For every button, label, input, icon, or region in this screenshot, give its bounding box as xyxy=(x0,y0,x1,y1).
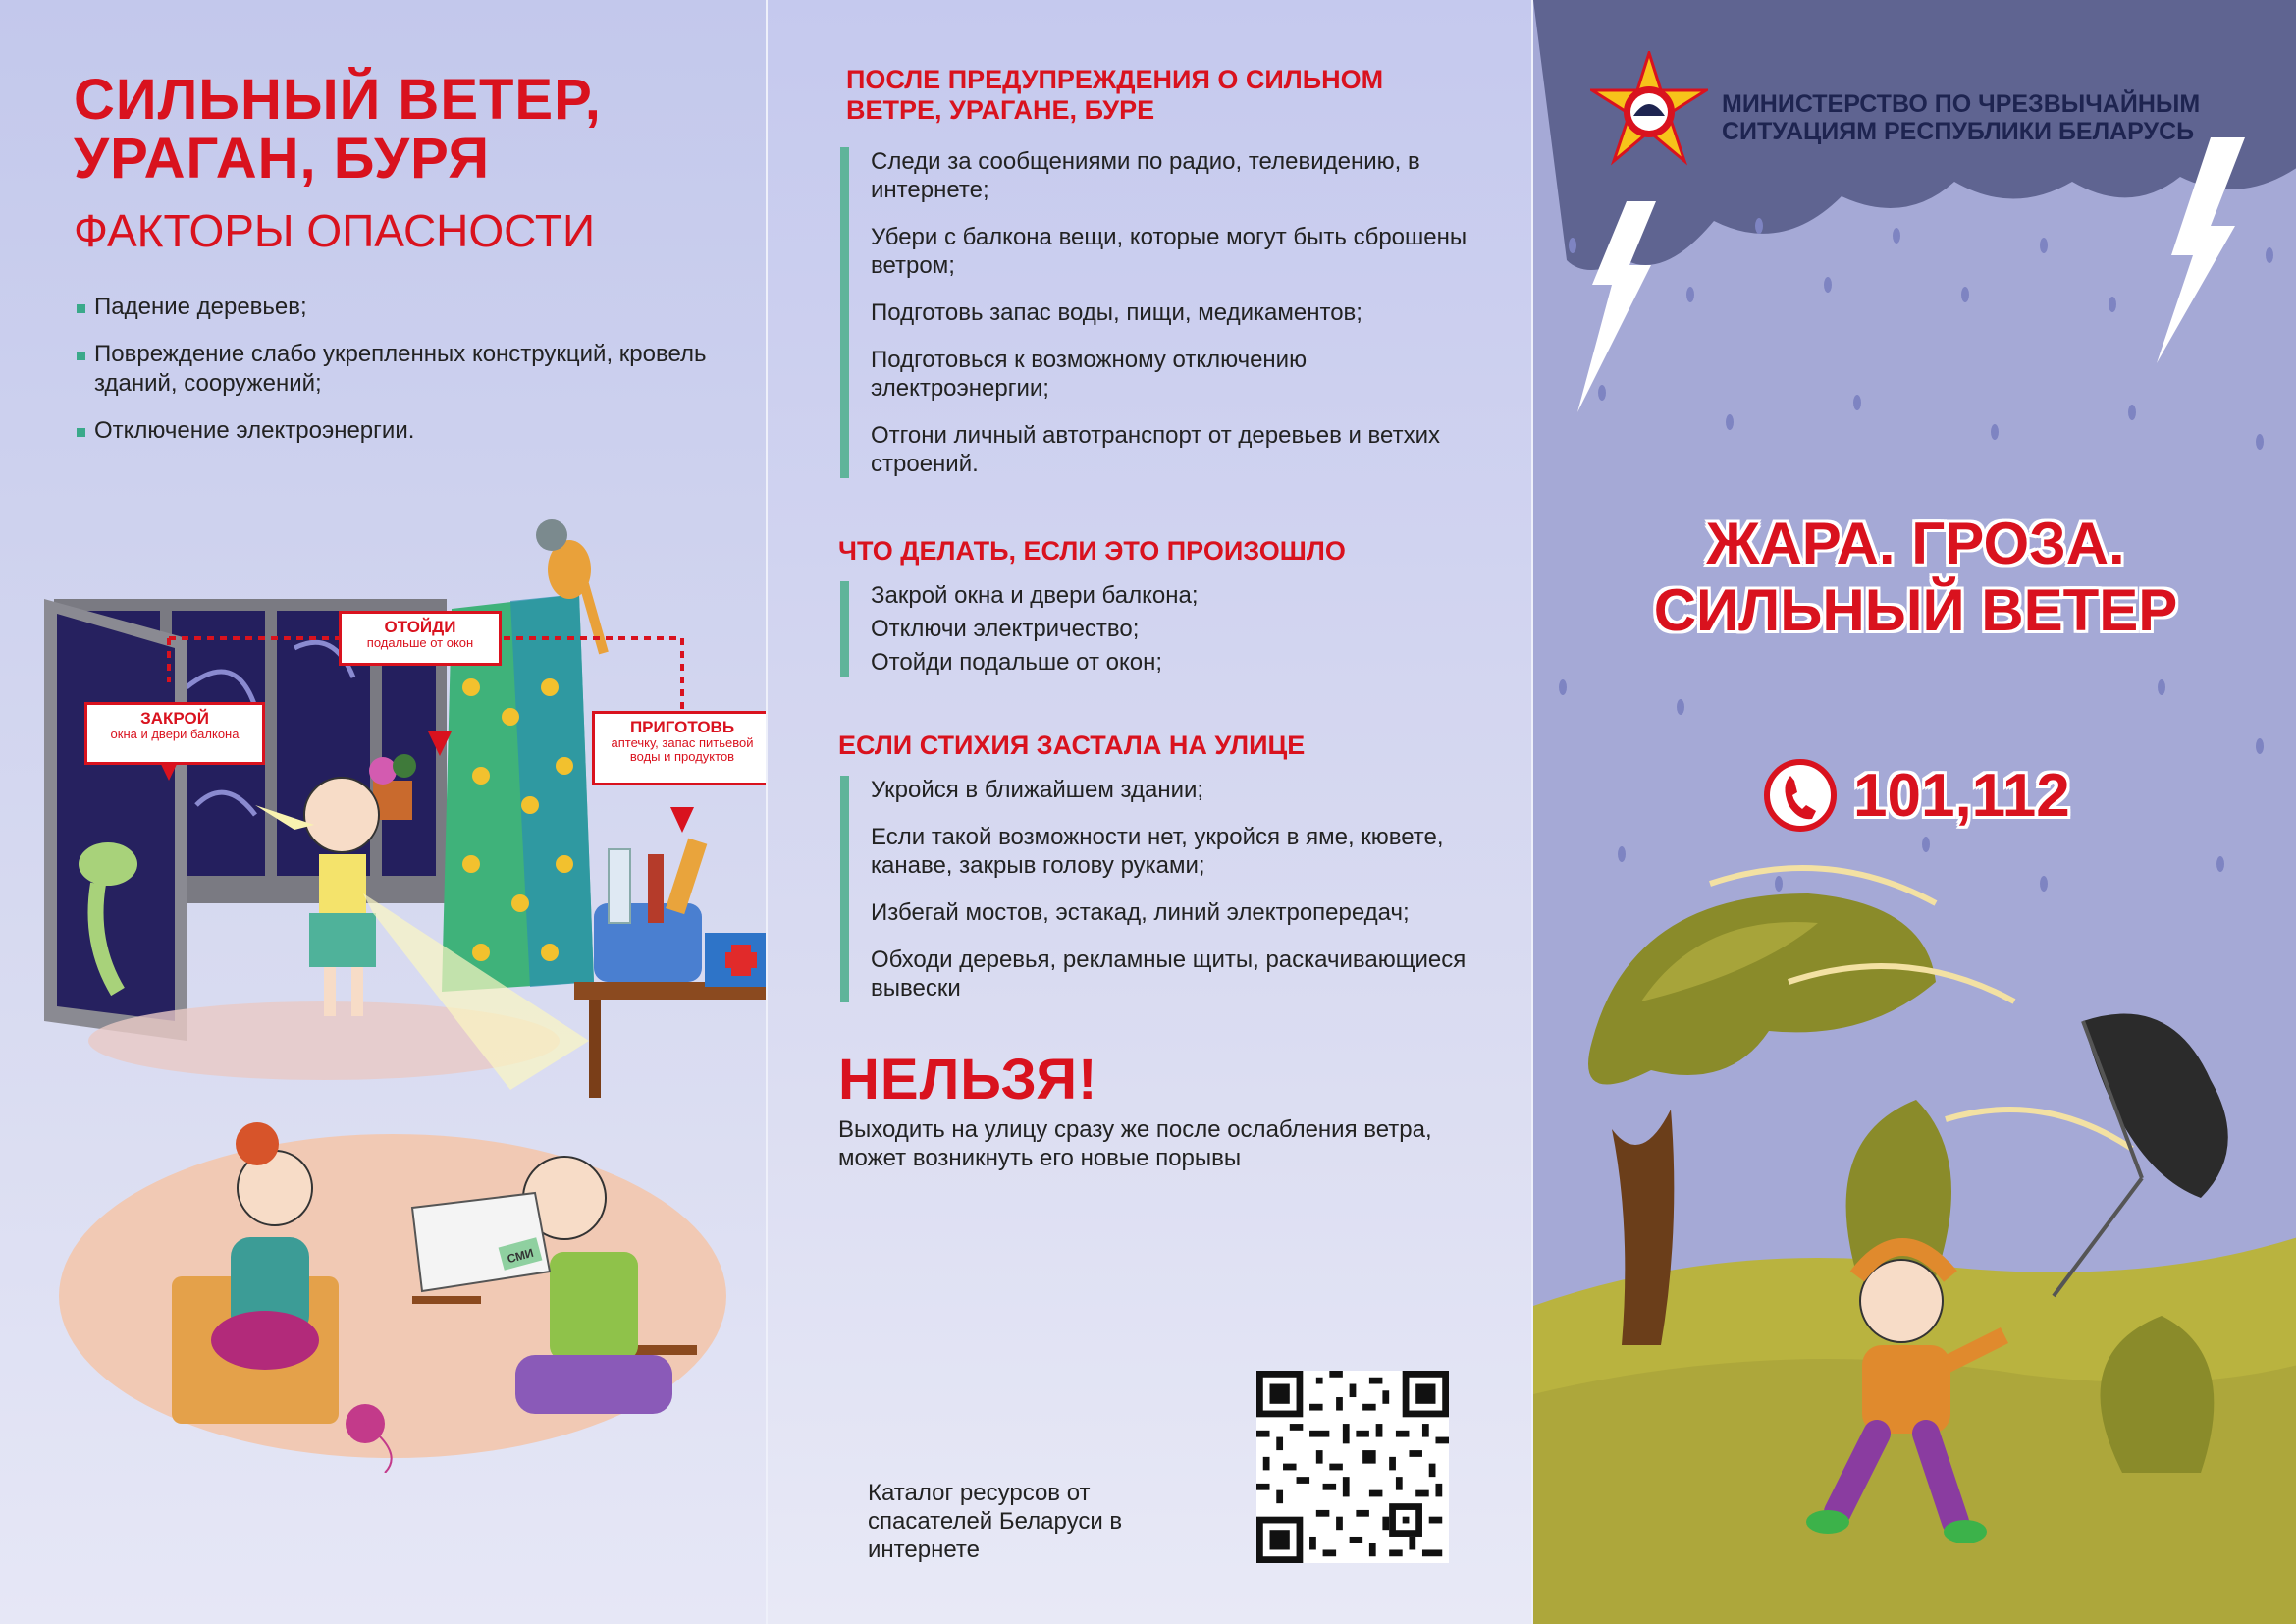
prepare-supplies-label-title: ПРИГОТОВЬ xyxy=(629,718,735,736)
phone-icon xyxy=(1761,756,1840,835)
phone-numbers: 101,112 xyxy=(1853,761,2070,830)
prepare-supplies-label xyxy=(592,711,766,785)
newspaper-text: СМИ xyxy=(506,1245,536,1267)
cover-title-line1: ЖАРА. ГРОЗА. xyxy=(1706,511,2125,576)
if-happened-heading: ЧТО ДЕЛАТЬ, ЕСЛИ ЭТО ПРОИЗОШЛО xyxy=(838,536,1346,566)
close-windows-label-title: ЗАКРОЙ xyxy=(140,709,209,728)
outside-heading: ЕСЛИ СТИХИЯ ЗАСТАЛА НА УЛИЦЕ xyxy=(838,731,1306,760)
close-windows-label-text: окна и двери балкона xyxy=(110,727,240,741)
list-item: Убери с балкона вещи, которые могут быть сброшены ветром; xyxy=(871,224,1468,279)
danger-factors-heading: ФАКТОРЫ ОПАСНОСТИ xyxy=(74,205,596,256)
step-away-label-title: ОТОЙДИ xyxy=(384,618,456,636)
danger-factors-list xyxy=(77,293,744,463)
prepare-supplies-label-text: аптечку, запас питьевой воды и продуктов xyxy=(611,735,754,764)
emergency-phone xyxy=(1761,756,2070,835)
ministry-name-line1: МИНИСТЕРСТВО ПО ЧРЕЗВЫЧАЙНЫМ xyxy=(1722,90,2201,118)
main-title xyxy=(74,68,602,190)
list-item: Подготовься к возможному отключению электроэнергии; xyxy=(871,347,1308,402)
main-title-line1: СИЛЬНЫЙ ВЕТЕР, xyxy=(74,68,602,132)
after-warning-heading: ПОСЛЕ ПРЕДУПРЕЖДЕНИЯ О СИЛЬНОМ ВЕТРЕ, УРАГАНЕ, БУРЕ xyxy=(846,65,1384,125)
left-panel xyxy=(0,0,766,1624)
cover-title-line2: СИЛЬНЫЙ ВЕТЕР xyxy=(1653,577,2178,643)
list-item: Обходи деревья, рекламные щиты, раскачивающиеся вывески xyxy=(871,947,1467,1001)
list-item: Закрой окна и двери балкона; xyxy=(871,582,1199,609)
list-item: Падение деревьев; xyxy=(77,293,744,322)
outside-list xyxy=(840,776,1508,1002)
ministry-name-line2: СИТУАЦИЯМ РЕСПУБЛИКИ БЕЛАРУСЬ xyxy=(1722,118,2195,145)
list-item: Повреждение слабо укрепленных конструкций, кровель зданий, сооружений; xyxy=(77,340,744,399)
forbidden-text: Выходить на улицу сразу же после ослабления ветра, может возникнуть его новые порывы xyxy=(838,1116,1432,1171)
list-item: Избегай мостов, эстакад, линий электропередач; xyxy=(871,899,1410,926)
middle-panel xyxy=(766,0,1531,1624)
list-item: Отключи электричество; xyxy=(871,616,1140,642)
list-item: Укройся в ближайшем здании; xyxy=(871,777,1204,803)
after-warning-list xyxy=(840,147,1488,478)
list-item: Следи за сообщениями по радио, телевидению, в интернете; xyxy=(871,148,1420,203)
step-away-label xyxy=(339,611,502,666)
if-happened-list xyxy=(840,581,1488,677)
list-item: Отойди подальше от окон; xyxy=(871,649,1163,676)
cover-title xyxy=(1533,511,2296,644)
ministry-emblem-icon xyxy=(1590,51,1708,169)
list-item: Отключение электроэнергии. xyxy=(77,416,744,446)
main-title-line2: УРАГАН, БУРЯ xyxy=(74,127,491,190)
ministry-name xyxy=(1722,90,2200,145)
list-item: Подготовь запас воды, пищи, медикаментов; xyxy=(871,299,1362,326)
list-item: Отгони личный автотранспорт от деревьев и ветхих строений. xyxy=(871,422,1440,477)
catalog-caption: Каталог ресурсов от спасателей Беларуси в интернете xyxy=(868,1480,1123,1563)
qr-code[interactable] xyxy=(1256,1371,1449,1563)
family-illustration xyxy=(0,1100,766,1473)
balcony-illustration xyxy=(0,491,766,1100)
list-item: Если такой возможности нет, укройся в яме, кювете, канаве, закрыв голову руками; xyxy=(871,824,1444,879)
close-windows-label xyxy=(84,702,265,765)
right-panel xyxy=(1531,0,2296,1624)
forbidden-heading: НЕЛЬЗЯ! xyxy=(838,1048,1098,1111)
step-away-label-text: подальше от окон xyxy=(366,635,474,650)
